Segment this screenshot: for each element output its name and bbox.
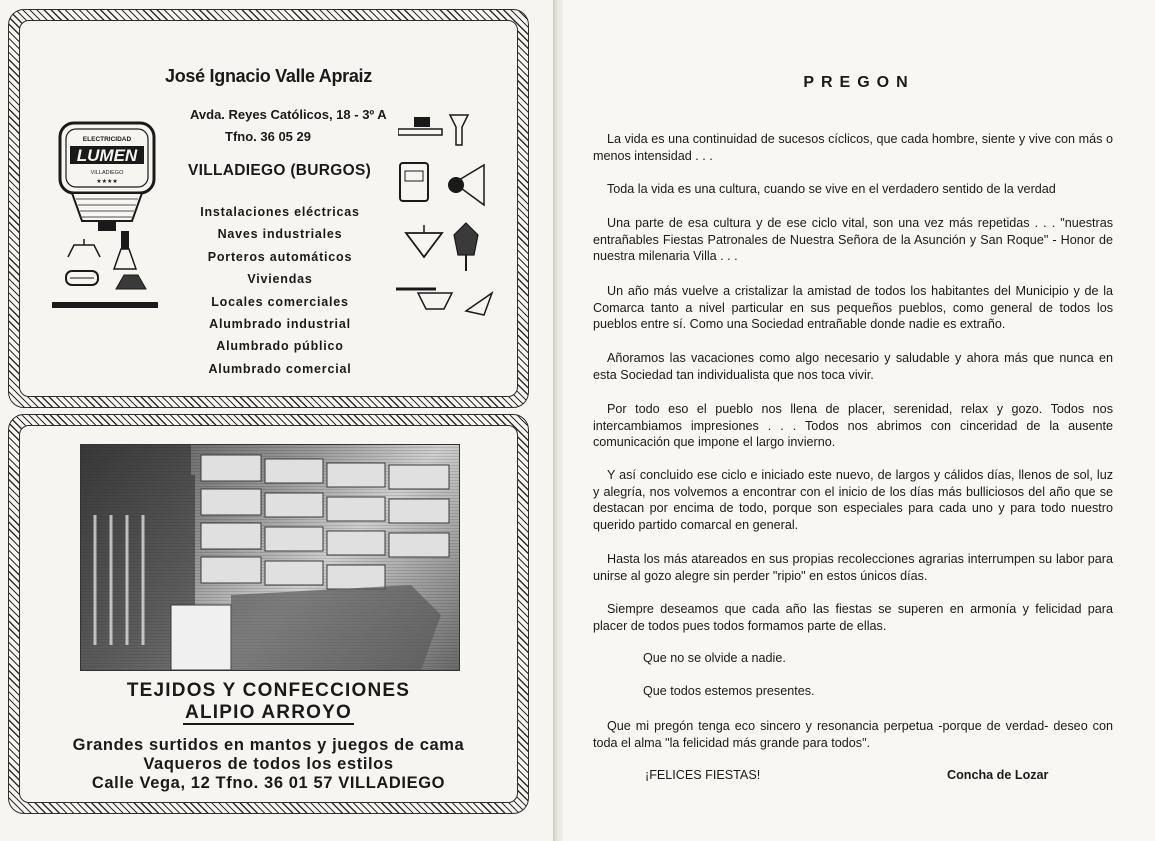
pregon-paragraph: Un año más vuelve a cristalizar la amistad de todos los habitantes del Municipio y de la Comarca tanto a nivel particular en sus pequeños pueblos, como general de todos los pueblos entre sí. Como una Sociedad entrañable donde nadie es extraño. xyxy=(593,284,1113,332)
logo-bottom-text: VILLADIEGO xyxy=(90,170,124,176)
industrial-lamp-icon xyxy=(110,231,140,271)
shop-title: TEJIDOS Y CONFECCIONES xyxy=(126,680,411,701)
pregon-paragraph: Añoramos las vacaciones como algo necesario y saludable y ahora más que nunca en esta Sociedad tan individualista que nos toca vivir. xyxy=(593,351,1113,382)
shop-line-1: Grandes surtidos en mantos y juegos de cama xyxy=(72,736,465,754)
service-item: Porteros automáticos xyxy=(207,249,353,264)
right-page xyxy=(563,0,1155,841)
shop-line-2: Vaqueros de todos los estilos xyxy=(143,755,394,773)
owner-name: José Ignacio Valle Apraiz xyxy=(165,66,372,86)
fluorescent-tube-icon xyxy=(50,299,160,311)
service-item: Instalaciones eléctricas xyxy=(200,205,360,219)
pregon-short-line: Que no se olvide a nadie. xyxy=(643,651,786,665)
electricity-ad xyxy=(19,20,518,397)
address: Avda. Reyes Católicos, 18 - 3º A xyxy=(190,107,387,122)
ceiling-lamp-icon xyxy=(64,239,104,259)
logo-brand-text: LUMEN xyxy=(76,146,138,165)
service-item: Alumbrado público xyxy=(216,339,344,354)
author-signature: Concha de Lozar xyxy=(947,768,1049,782)
service-item: Locales comerciales xyxy=(211,294,349,309)
wall-lamp-icon xyxy=(62,267,102,289)
lumen-logo xyxy=(58,121,156,233)
shop-line-3: Calle Vega, 12 Tfno. 36 01 57 VILLADIEGO xyxy=(91,774,446,792)
street-lamps-icon xyxy=(404,221,490,273)
pregon-short-line: Que todos estemos presentes. xyxy=(643,684,815,698)
logo-stars: ★★★★ xyxy=(96,178,118,185)
textiles-ad-frame xyxy=(8,414,529,814)
service-item: Naves industriales xyxy=(217,227,343,242)
book-gutter xyxy=(553,0,563,841)
pregon-paragraph: Siempre deseamos que cada año las fiestas se superen en armonía y felicidad para placer de todos pues todos formamos parte de ellas. xyxy=(593,602,1113,633)
shop-name: ALIPIO ARROYO xyxy=(185,702,352,723)
pregon-title: PREGON xyxy=(803,74,915,91)
closing-greeting: ¡FELICES FIESTAS! xyxy=(645,768,761,782)
lamp-fixtures-icon xyxy=(398,113,470,149)
left-page xyxy=(0,0,556,841)
textiles-ad xyxy=(19,425,518,803)
shop-shelves-illustration xyxy=(81,445,459,670)
service-item: Alumbrado comercial xyxy=(208,361,352,376)
pregon-paragraph: Hasta los más atareados en sus propias recolecciones agrarias interrumpen su labor para unirse al gozo alegre sin perder "ripio" en estos únicos días. xyxy=(593,552,1113,583)
service-item: Alumbrado industrial xyxy=(209,316,351,331)
pregon-paragraph: Toda la vida es una cultura, cuando se vive en el verdadero sentido de la verdad xyxy=(607,182,1056,196)
electricity-ad-frame xyxy=(8,9,529,408)
road-lamps-icon xyxy=(396,283,496,317)
highbay-lamp-icon xyxy=(106,271,156,291)
pregon-paragraph: Por todo eso el pueblo nos llena de placer, serenidad, relax y gozo. Todos nos intercambiamos impresiones . . . Todos nos abrimos con cinceridad de la ausente comunicación que impone el largo invierno. xyxy=(593,402,1113,450)
logo-top-text: ELECTRICIDAD xyxy=(82,136,132,143)
shop-name-wrapper xyxy=(20,702,517,724)
pregon-paragraph: Una parte de esa cultura y de ese ciclo vital, son una vez más repetidas . . . "nuestras entrañables Fiestas Patronales de Nuestra Señora de la Asunción y San Roque" - Honor de nuestra milenaria Villa . . . xyxy=(593,216,1113,264)
pregon-paragraph: La vida es una continuidad de sucesos cíclicos, que cada hombre, siente y vive con más o menos intensidad . . . xyxy=(593,132,1113,163)
phone: Tfno. 36 05 29 xyxy=(225,129,311,144)
city: VILLADIEGO (BURGOS) xyxy=(188,162,372,179)
service-item: Viviendas xyxy=(247,272,313,287)
shop-interior-photo xyxy=(80,444,460,671)
meter-spotlight-icon xyxy=(398,159,490,209)
pregon-paragraph: Y así concluido ese ciclo e iniciado este nuevo, de largos y cálidos días, llenos de sol, luz y alegría, nos volvemos a encontrar con el inicio de los días más bulliciosos del año que se destacan por encima de todo, porque son especiales para cada uno y para todo nuestro querido partido comarcal en general. xyxy=(593,468,1113,532)
services-list xyxy=(170,201,390,380)
pregon-paragraph: Que mi pregón tenga eco sincero y resonancia perpetua -porque de verdad- deseo con toda el alma "la felicidad más grande para todos". xyxy=(593,719,1113,750)
